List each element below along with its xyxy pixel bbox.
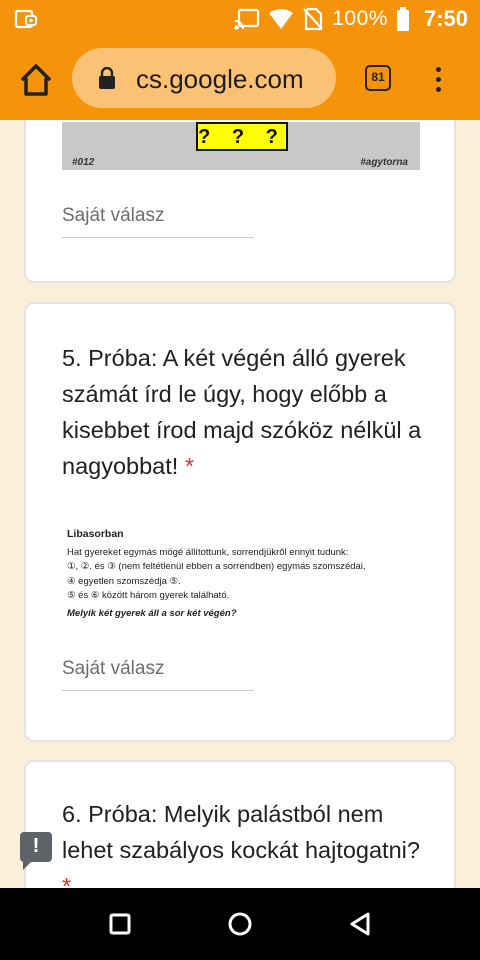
form-content [0, 120, 480, 888]
browser-toolbar [0, 38, 480, 120]
home-nav-icon[interactable] [226, 910, 254, 938]
question-title [62, 796, 434, 888]
url-text: cs.google.com [136, 64, 304, 94]
back-icon[interactable] [346, 910, 374, 938]
puzzle-line: ⑤ és ⑥ között három gyerek található. [67, 590, 230, 601]
answer-input[interactable]: Saját válasz [62, 658, 254, 691]
image-tag-number: #012 [72, 157, 95, 168]
address-bar[interactable] [72, 48, 336, 108]
status-bar [0, 0, 480, 38]
recents-icon[interactable] [106, 910, 134, 938]
question-title-text: 5. Próba: A két végén álló gyerek számát írd le úgy, hogy előbb a kisebbet írod majd szóköz nélkül a nagyobbat! [62, 345, 422, 479]
puzzle-line: Hat gyereket egymás mögé állítottunk, sorrendjükről ennyit tudunk: [67, 546, 349, 558]
screenshot-icon [14, 8, 38, 30]
lock-icon [98, 67, 116, 89]
battery-percent: 100% [332, 7, 388, 30]
answer-input[interactable]: Saját válasz [62, 205, 254, 238]
battery-icon [396, 7, 410, 31]
puzzle-line: ①, ②. és ③ (nem feltétlenül ebben a sorrendben) egymás szomszédai, [67, 561, 366, 572]
puzzle-image [67, 527, 397, 621]
required-mark: * [62, 873, 72, 888]
cast-icon [234, 8, 260, 30]
question-card-4 [24, 120, 456, 283]
system-nav-bar [0, 888, 480, 960]
no-sim-icon [302, 7, 324, 31]
puzzle-title: Libasorban [67, 528, 124, 540]
question-image [62, 122, 420, 170]
home-icon[interactable] [16, 62, 56, 98]
question-title [62, 340, 434, 484]
clock: 7:50 [423, 6, 468, 31]
wifi-icon [268, 8, 294, 30]
unknown-symbols-box: ? ? ? [196, 122, 288, 151]
tab-switcher-button[interactable]: 81 [365, 65, 391, 91]
required-mark: * [184, 453, 194, 479]
puzzle-line: ④ egyetlen szomszédja ⑤. [67, 575, 181, 587]
question-card-5 [24, 302, 456, 742]
feedback-icon[interactable]: ! [20, 832, 52, 862]
image-tag-hashtag: #agytorna [360, 157, 408, 168]
question-card-6 [24, 760, 456, 888]
puzzle-question: Melyik két gyerek áll a sor két végén? [67, 607, 237, 619]
question-title-text: 6. Próba: Melyik palástból nem lehet szabályos kockát hajtogatni? [62, 801, 420, 863]
more-vert-icon[interactable] [430, 64, 446, 94]
